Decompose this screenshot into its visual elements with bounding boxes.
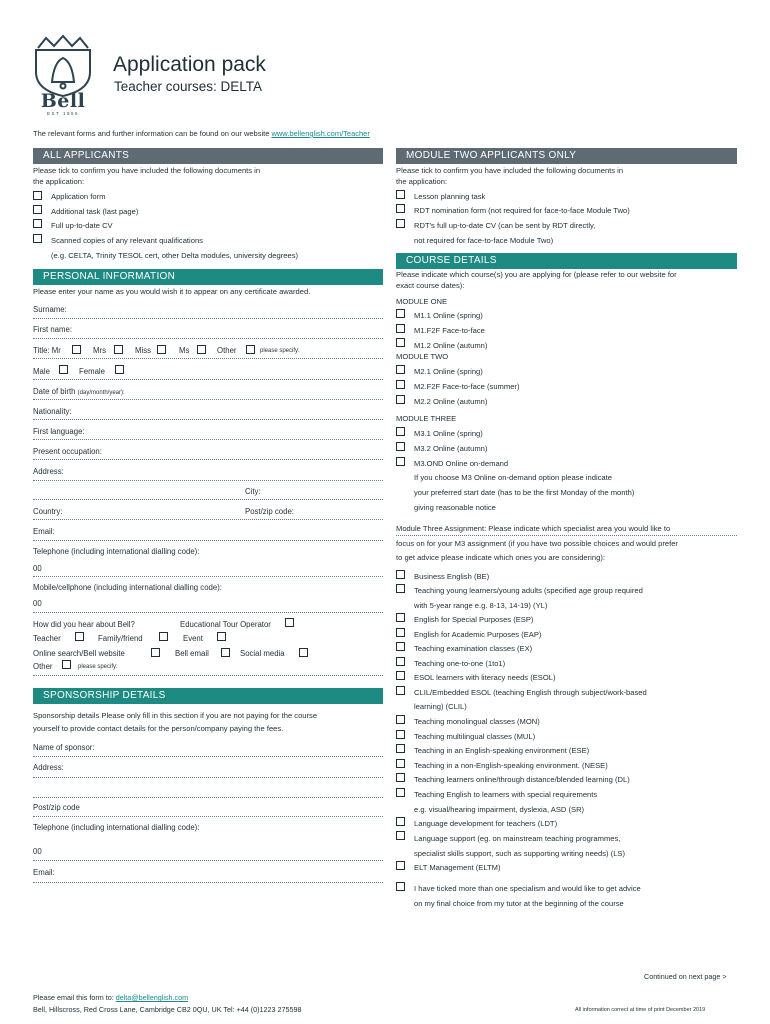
checkbox-rdt-cv[interactable] — [396, 219, 405, 228]
assignment-instruction-3: to get advice please indicate which ones you are considering): — [396, 553, 605, 562]
title-line — [33, 358, 383, 359]
personal-instruction: Please enter your name as you would wish it to appear on any certificate awarded. — [33, 287, 311, 296]
specialism-label: Teaching examination classes (EX) — [414, 644, 533, 653]
specialism-label: ELT Management (ELTM) — [414, 863, 501, 872]
module-two-instruction: Please tick to confirm you have included the following documents in — [396, 166, 624, 175]
module-three-heading: MODULE THREE — [396, 414, 457, 423]
checkbox-tour-operator[interactable] — [285, 618, 294, 627]
m2-doc-item: Lesson planning task — [414, 192, 486, 201]
checkbox-specialism-sr[interactable] — [396, 788, 405, 797]
please-specify-label: please specify: — [260, 348, 300, 354]
checkbox-additional-task[interactable] — [33, 205, 42, 214]
city-label: City: — [245, 487, 261, 496]
other-title-label: Other — [217, 346, 237, 355]
course-option: M2.F2F Face-to-face (summer) — [414, 382, 520, 391]
specialism-label: Teaching one-to-one (1to1) — [414, 659, 506, 668]
specialism-label: specialist skills support, such as supporting writing needs) (LS) — [414, 849, 626, 858]
checkbox-specialism-esp[interactable] — [396, 613, 405, 622]
specialism-label: Teaching learners online/through distance/blended learning (DL) — [414, 775, 630, 784]
hear-option-label: Event — [183, 634, 203, 643]
course-option: M3.2 Online (autumn) — [414, 444, 488, 453]
miss-label: Miss — [135, 346, 152, 355]
checkbox-male[interactable] — [59, 365, 68, 374]
checkbox-specialism-mon[interactable] — [396, 715, 405, 724]
specialism-label: Teaching young learners/young adults (specified age group required — [414, 586, 643, 595]
specialism-label: English for Special Purposes (ESP) — [414, 615, 534, 624]
checkbox-specialism-eap[interactable] — [396, 628, 405, 637]
ond-note-2: your preferred start date (has to be the first Monday of the month) — [414, 488, 635, 497]
dob-label: Date of birth (day/month/year): — [33, 387, 125, 396]
mobile-label: Mobile/cellphone (including international dialling code): — [33, 583, 222, 592]
email-label: Email: — [33, 527, 55, 536]
specialism-label: with 5-year range e.g. 8-13, 14-19) (YL) — [414, 601, 548, 610]
sponsor-telephone-label: Telephone (including international dialling code): — [33, 823, 200, 832]
hear-option-label: Bell email — [175, 649, 209, 658]
specialism-label: Language development for teachers (LDT) — [414, 819, 558, 828]
hear-option-label: Family/friend — [98, 634, 143, 643]
course-instruction: Please indicate which course(s) you are applying for (please refer to our website for — [396, 270, 677, 279]
first-language-label: First language: — [33, 427, 85, 436]
occupation-field[interactable] — [33, 459, 383, 460]
address-label: Address: — [33, 467, 64, 476]
sponsor-address-label: Address: — [33, 763, 64, 772]
checkbox-specialism-eltm[interactable] — [396, 861, 405, 870]
checkbox-mrs[interactable] — [114, 345, 123, 354]
sponsor-address-field[interactable] — [33, 777, 383, 778]
sponsorship-instruction: Sponsorship details Please only fill in this section if you are not paying for the course — [33, 711, 318, 720]
first-language-field[interactable] — [33, 439, 383, 440]
mobile-field[interactable] — [33, 612, 383, 613]
ond-note: If you choose M3 Online on-demand option please indicate — [414, 473, 612, 482]
intro-text: The relevant forms and further information can be found on our website www.bellenglish.com/Teacher — [33, 129, 370, 138]
country-label: Country: — [33, 507, 63, 516]
occupation-label: Present occupation: — [33, 447, 102, 456]
assignment-instruction: Module Three Assignment: Please indicate which specialist area you would like to — [396, 524, 671, 533]
specialism-label: Teaching in a non-English-speaking environment. (NESE) — [414, 761, 608, 770]
checkbox-specialism-nese[interactable] — [396, 759, 405, 768]
checkbox-specialism-yl[interactable] — [396, 584, 405, 593]
address-field[interactable] — [33, 480, 383, 481]
assignment-line — [396, 535, 737, 536]
dob-field[interactable] — [33, 399, 383, 400]
checkbox-other-title[interactable] — [246, 345, 255, 354]
sponsor-postcode-label: Post/zip code — [33, 803, 80, 812]
checkbox-specialism-esol[interactable] — [396, 671, 405, 680]
website-link[interactable]: www.bellenglish.com/Teacher — [271, 129, 370, 138]
sponsorship-instruction-2: yourself to provide contact details for the person/company paying the fees. — [33, 724, 284, 733]
module-two-applicants-heading: MODULE TWO APPLICANTS ONLY — [396, 148, 737, 164]
checkbox-m1-2[interactable] — [396, 338, 405, 347]
surname-field[interactable] — [33, 318, 383, 319]
specialism-label: Teaching in an English-speaking environment (ESE) — [414, 746, 590, 755]
telephone-field[interactable] — [33, 576, 383, 577]
doc-item: Application form — [51, 192, 106, 201]
checkbox-online-search[interactable] — [151, 648, 160, 657]
checkbox-m3-1[interactable] — [396, 427, 405, 436]
checkbox-m3-ond[interactable] — [396, 457, 405, 466]
checkbox-female[interactable] — [115, 365, 124, 374]
delta-email-link[interactable]: delta@bellenglish.com — [115, 993, 189, 1002]
checkbox-miss[interactable] — [157, 345, 166, 354]
checkbox-family-friend[interactable] — [159, 632, 168, 641]
specialism-label: CLIL/Embedded ESOL (teaching English through subject/work-based — [414, 688, 647, 697]
m2-doc-item: RDT nomination form (not required for face-to-face Module Two) — [414, 206, 630, 215]
course-instruction-2: exact course dates): — [396, 281, 465, 290]
telephone-label: Telephone (including international dialling code): — [33, 547, 200, 556]
all-applicants-heading: ALL APPLICANTS — [33, 148, 383, 164]
sponsor-telephone-prefix: 00 — [33, 847, 42, 856]
title-label: Title: Mr — [33, 346, 61, 355]
specialism-label: Language support (eg. on mainstream teaching programmes, — [414, 834, 621, 843]
checkbox-qualifications[interactable] — [33, 234, 42, 243]
hear-option-label: Teacher — [33, 634, 61, 643]
checkbox-m2-f2f[interactable] — [396, 380, 405, 389]
telephone-prefix: 00 — [33, 564, 42, 573]
specialism-label: I have ticked more than one specialism and would like to get advice — [414, 884, 641, 893]
course-option: M2.1 Online (spring) — [414, 367, 483, 376]
country-field[interactable] — [33, 519, 383, 520]
checkbox-specialism-clil[interactable] — [396, 686, 405, 695]
checkbox-ms[interactable] — [197, 345, 206, 354]
specialism-label: on my final choice from my tutor at the beginning of the course — [414, 899, 624, 908]
checkbox-m2-2[interactable] — [396, 395, 405, 404]
specialism-label: e.g. visual/hearing impairment, dyslexia, ASD (SR) — [414, 805, 585, 814]
checkbox-event[interactable] — [217, 632, 226, 641]
m2-doc-note: not required for face-to-face Module Two) — [414, 236, 554, 245]
checkbox-teacher[interactable] — [75, 632, 84, 641]
assignment-instruction-2: focus on for your M3 assignment (if you have two possible choices and would prefer — [396, 539, 678, 548]
checkbox-other-source[interactable] — [62, 660, 71, 669]
mrs-label: Mrs — [93, 346, 106, 355]
footer-disclaimer: All information correct at time of print December 2019 — [575, 1007, 706, 1013]
checkbox-m3-2[interactable] — [396, 442, 405, 451]
logo-est: EST 1955 — [47, 111, 79, 116]
specialism-label: ESOL learners with literacy needs (ESOL) — [414, 673, 556, 682]
checkbox-specialism-ldt[interactable] — [396, 817, 405, 826]
checkbox-m1-f2f[interactable] — [396, 324, 405, 333]
doc-note: (e.g. CELTA, Trinity TESOL cert, other Delta modules, university degrees) — [51, 251, 299, 260]
ond-note-3: giving reasonable notice — [414, 503, 496, 512]
sponsor-postcode-field[interactable] — [33, 816, 383, 817]
hear-option-label: Educational Tour Operator — [180, 620, 271, 629]
ms-label: Ms — [179, 346, 190, 355]
checkbox-bell-email[interactable] — [221, 648, 230, 657]
specialism-label: learning) (CLIL) — [414, 702, 467, 711]
hear-other-field[interactable] — [33, 675, 383, 676]
hear-option-label: Other — [33, 662, 53, 671]
sponsorship-heading: SPONSORSHIP DETAILS — [33, 688, 383, 704]
checkbox-specialism-ls[interactable] — [396, 831, 405, 840]
course-option: M1.F2F Face-to-face — [414, 326, 485, 335]
doc-item: Additional task (last page) — [51, 207, 139, 216]
checkbox-cv[interactable] — [33, 219, 42, 228]
module-two-instruction-2: the application: — [396, 177, 448, 186]
course-option: M2.2 Online (autumn) — [414, 397, 488, 406]
sponsor-address-field-2[interactable] — [33, 797, 383, 798]
mobile-prefix: 00 — [33, 599, 42, 608]
sponsor-email-field[interactable] — [33, 882, 383, 883]
sponsor-email-label: Email: — [33, 868, 55, 877]
checkbox-social-media[interactable] — [299, 648, 308, 657]
checkbox-lesson-planning[interactable] — [396, 190, 405, 199]
course-details-heading: COURSE DETAILS — [396, 253, 737, 269]
specialism-label: Teaching monolingual classes (MON) — [414, 717, 540, 726]
specialism-label: Teaching English to learners with special requirements — [414, 790, 598, 799]
hear-about-label: How did you hear about Bell? — [33, 620, 135, 629]
checkbox-rdt-form[interactable] — [396, 204, 405, 213]
all-applicants-instruction: Please tick to confirm you have included the following documents in — [33, 166, 261, 175]
postcode-label: Post/zip code: — [245, 507, 294, 516]
hear-option-label: Social media — [240, 649, 285, 658]
continued-note: Continued on next page > — [644, 972, 727, 981]
male-label: Male — [33, 367, 50, 376]
female-label: Female — [79, 367, 105, 376]
nationality-field[interactable] — [33, 419, 383, 420]
module-one-heading: MODULE ONE — [396, 297, 448, 306]
gender-line — [33, 379, 383, 380]
first-name-label: First name: — [33, 325, 72, 334]
module-two-heading: MODULE TWO — [396, 352, 449, 361]
footer-address: Bell, Hillscross, Red Cross Lane, Cambridge CB2 0QU, UK Tel: +44 (0)1223 275598 — [33, 1005, 302, 1014]
specialism-label: English for Academic Purposes (EAP) — [414, 630, 542, 639]
city-field[interactable] — [33, 499, 383, 500]
first-name-field[interactable] — [33, 338, 383, 339]
checkbox-specialism-dl[interactable] — [396, 773, 405, 782]
page-subtitle: Teacher courses: DELTA — [114, 79, 263, 94]
checkbox-specialism-ex[interactable] — [396, 642, 405, 651]
checkbox-m1-1[interactable] — [396, 309, 405, 318]
m2-doc-item: RDT's full up-to-date CV (can be sent by RDT directly, — [414, 221, 596, 230]
checkbox-mr[interactable] — [72, 345, 81, 354]
sponsor-name-field[interactable] — [33, 756, 383, 757]
page-title: Application pack — [113, 53, 266, 76]
sponsor-telephone-field[interactable] — [33, 860, 383, 861]
hear-option-label: Online search/Bell website — [33, 649, 125, 658]
all-applicants-instruction-2: the application: — [33, 177, 85, 186]
checkbox-specialism-mul[interactable] — [396, 730, 405, 739]
surname-label: Surname: — [33, 305, 67, 314]
checkbox-application-form[interactable] — [33, 191, 42, 200]
checkbox-specialism-ese[interactable] — [396, 744, 405, 753]
course-option: M1.1 Online (spring) — [414, 311, 483, 320]
specialism-label: Business English (BE) — [414, 572, 490, 581]
personal-info-heading: PERSONAL INFORMATION — [33, 269, 383, 285]
checkbox-specialism-be[interactable] — [396, 570, 405, 579]
sponsor-name-label: Name of sponsor: — [33, 743, 95, 752]
doc-item: Scanned copies of any relevant qualifications — [51, 236, 203, 245]
checkbox-m2-1[interactable] — [396, 365, 405, 374]
logo-wordmark: Bell — [40, 90, 86, 112]
course-option: M3.1 Online (spring) — [414, 429, 483, 438]
nationality-label: Nationality: — [33, 407, 72, 416]
email-instruction: Please email this form to: delta@bellenglish.com — [33, 993, 189, 1002]
email-field[interactable] — [33, 540, 383, 541]
checkbox-advice[interactable] — [396, 882, 405, 891]
course-option: M3.OND Online on-demand — [414, 459, 509, 468]
course-option: M1.2 Online (autumn) — [414, 341, 488, 350]
specialism-label: Teaching multilingual classes (MUL) — [414, 732, 536, 741]
hear-other-specify: please specify: — [78, 664, 118, 670]
checkbox-specialism-1to1[interactable] — [396, 657, 405, 666]
doc-item: Full up-to-date CV — [51, 221, 113, 230]
